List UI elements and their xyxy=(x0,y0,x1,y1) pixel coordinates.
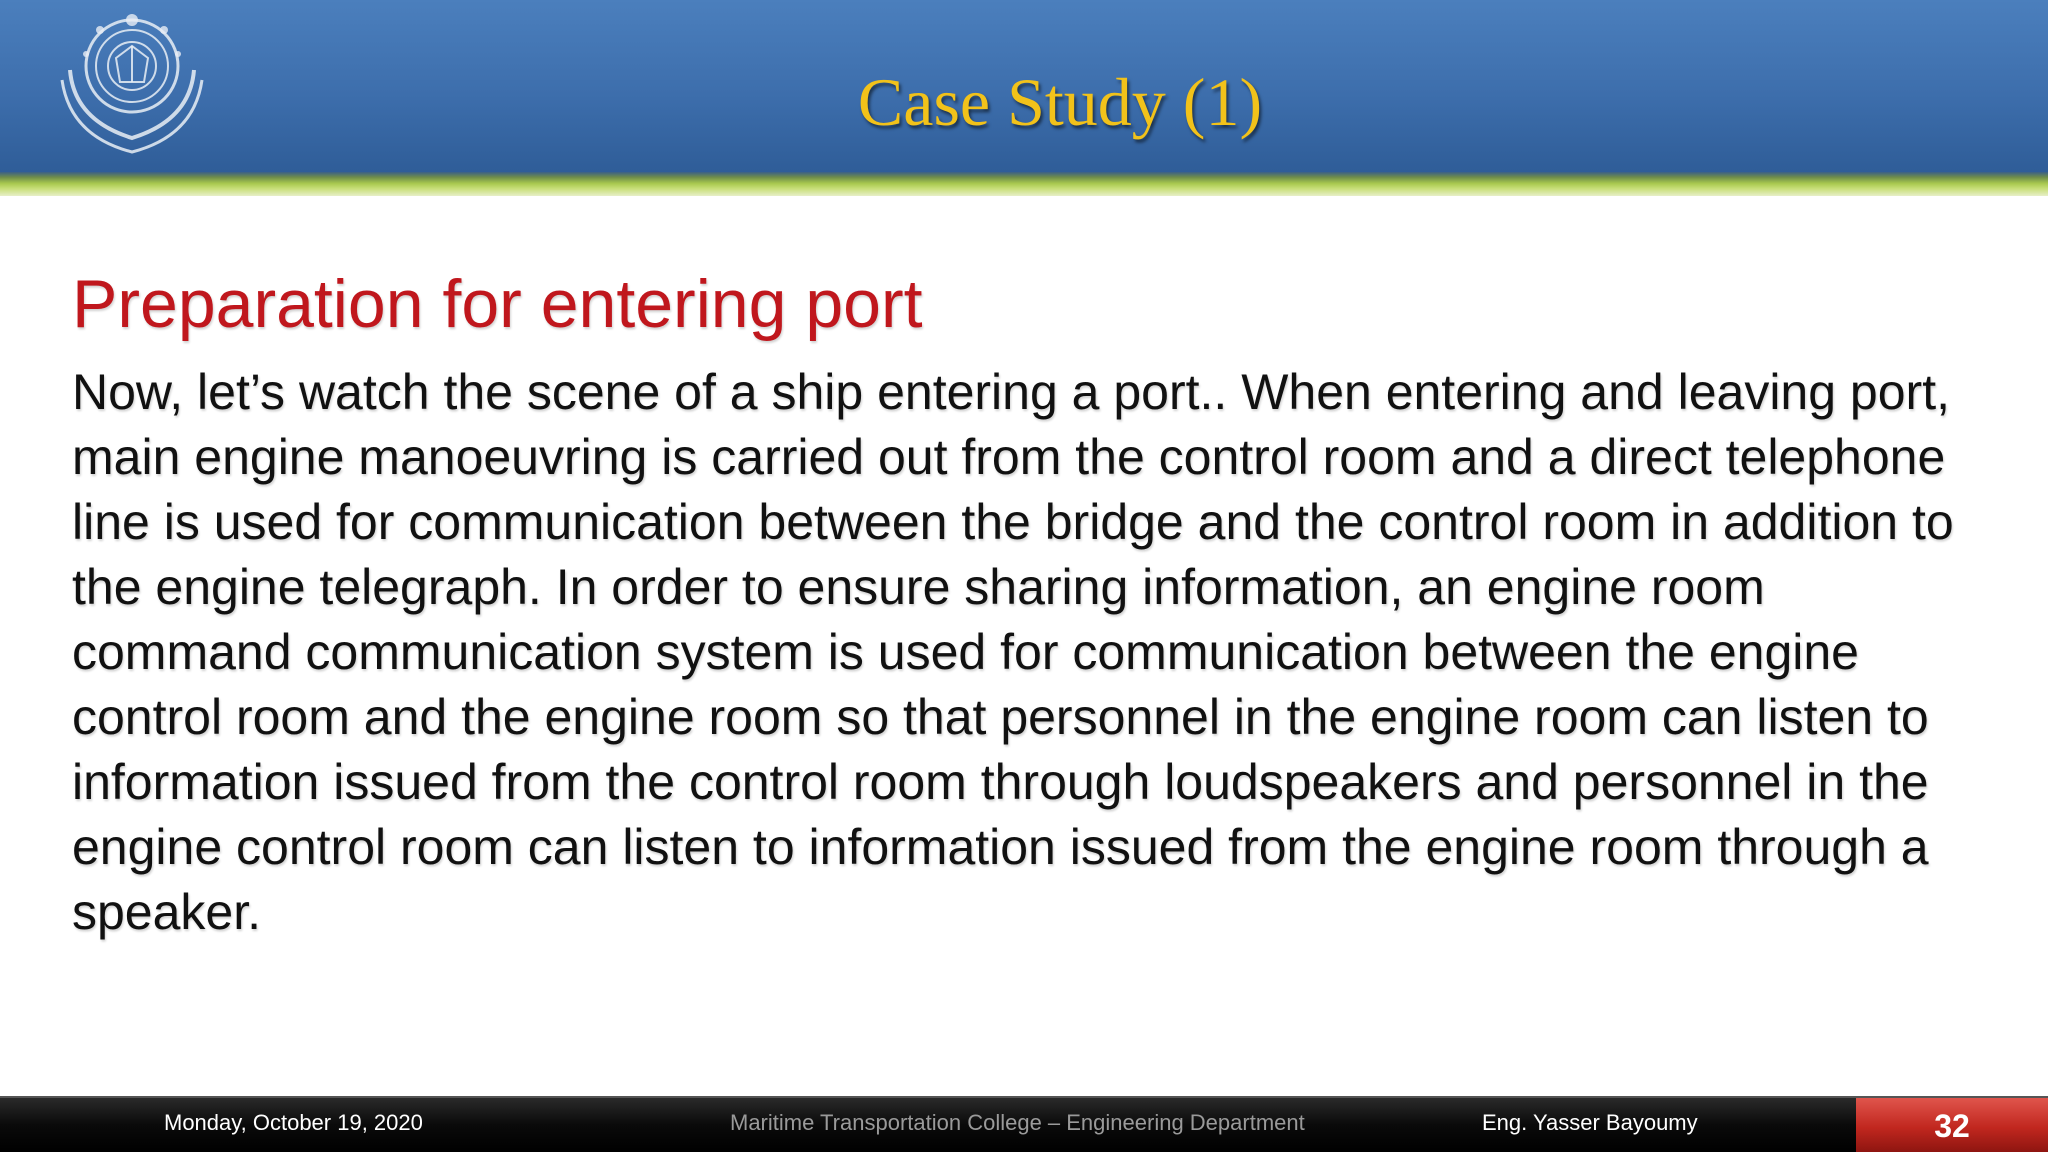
body-paragraph: Now, let’s watch the scene of a ship entering a port.. When entering and leaving port, main engine manoeuvring is carried out from the control room and a direct telephone line is used for communication between the bridge and the control room in addition to the engine telegraph. In order to ensure sharing information, an engine room command communication system is used for communication between the engine control room and the engine room so that personnel in the engine room can listen to information issued from the control room through loudspeakers and personnel in the engine control room can listen to information issued from the engine room through a speaker. xyxy=(72,364,1954,940)
footer-college: Maritime Transportation College – Engineering Department xyxy=(730,1110,1305,1135)
slide-title: Case Study (1) xyxy=(857,64,1263,140)
academy-emblem-icon xyxy=(40,10,224,160)
footer-author: Eng. Yasser Bayoumy xyxy=(1482,1110,1698,1135)
section-heading: Preparation for entering port xyxy=(72,266,923,342)
footer-date: Monday, October 19, 2020 xyxy=(164,1110,423,1135)
page-number: 32 xyxy=(1934,1108,1970,1144)
header-accent-stripe xyxy=(0,172,2048,196)
page-number-box xyxy=(1856,1098,2048,1152)
